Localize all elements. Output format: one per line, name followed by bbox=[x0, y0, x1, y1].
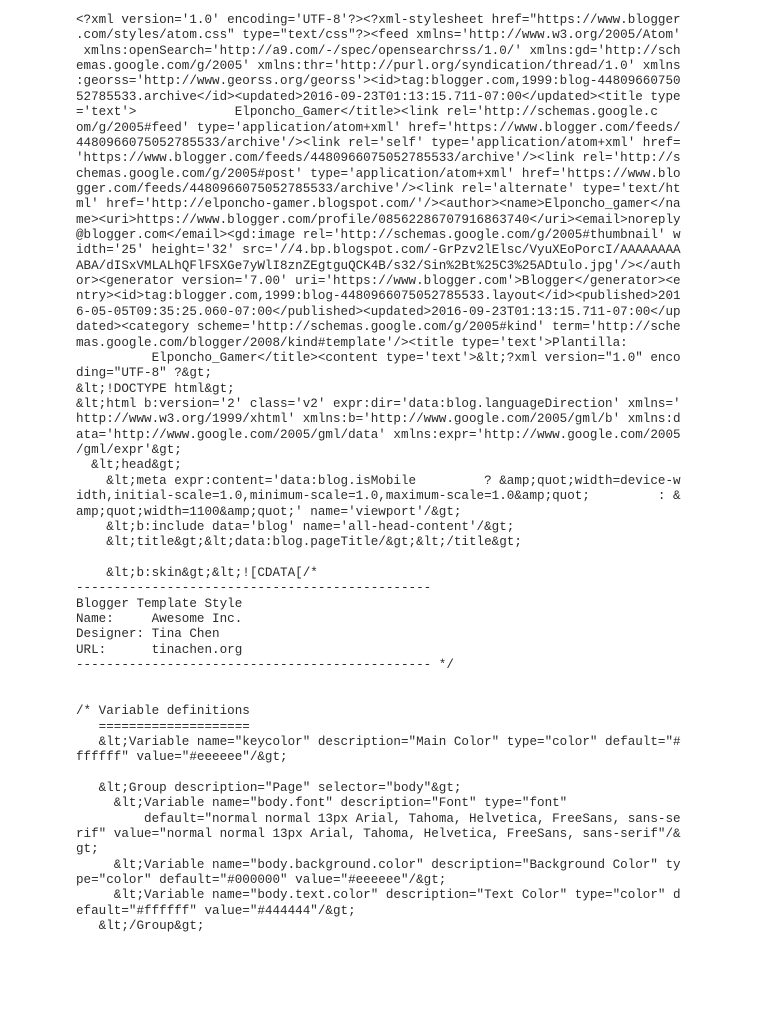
source-line: &lt;head&gt; bbox=[76, 458, 182, 473]
source-line: @blogger.com</email><gd:image rel='http://schemas.google.com/g/2005#thumbnail' w bbox=[76, 228, 681, 243]
source-line: &lt;Group description="Page" selector="body"&gt; bbox=[76, 780, 462, 795]
source-line: Name: Awesome Inc. bbox=[76, 612, 243, 627]
source-line: me><uri>https://www.blogger.com/profile/08562286707916863740</uri><email>noreply bbox=[76, 212, 681, 227]
source-line: 4480966075052785533/archive'/><link rel='self' type='application/atom+xml' href= bbox=[76, 135, 681, 150]
source-line: idth,initial-scale=1.0,minimum-scale=1.0,maximum-scale=1.0&amp;quot; : & bbox=[76, 489, 681, 504]
source-line: or><generator version='7.00' uri='https://www.blogger.com'>Blogger</generator><e bbox=[76, 274, 681, 289]
source-line: &lt;html b:version='2' class='v2' expr:dir='data:blog.languageDirection' xmlns=' bbox=[76, 396, 681, 411]
source-line: rif" value="normal normal 13px Arial, Tahoma, Helvetica, FreeSans, sans-serif"/& bbox=[76, 827, 681, 842]
source-line: &lt;/Group&gt; bbox=[76, 919, 205, 934]
source-line: ----------------------------------------------- */ bbox=[76, 658, 454, 673]
source-line: &lt;title&gt;&lt;data:blog.pageTitle/&gt;&lt;/title&gt; bbox=[76, 535, 522, 550]
source-line: ml' href='http://elponcho-gamer.blogspot.com/'/><author><name>Elponcho_gamer</na bbox=[76, 197, 681, 212]
source-line: ata='http://www.google.com/2005/gml/data' xmlns:expr='http://www.google.com/2005 bbox=[76, 427, 681, 442]
source-line bbox=[76, 551, 681, 566]
source-line: idth='25' height='32' src='//4.bp.blogspot.com/-GrPzv2lElsc/VyuXEoPorcI/AAAAAAAA bbox=[76, 243, 681, 258]
source-line: mas.google.com/blogger/2008/kind#template'/><title type='text'>Plantilla: bbox=[76, 335, 628, 350]
source-line: amp;quot;width=1100&amp;quot;' name='viewport'/&gt; bbox=[76, 504, 462, 519]
source-line: gt; bbox=[76, 842, 99, 857]
source-line: &lt;Variable name="body.text.color" description="Text Color" type="color" d bbox=[76, 888, 681, 903]
source-line bbox=[76, 673, 681, 688]
source-line: &lt;meta expr:content='data:blog.isMobile ? &amp;quot;width=device-w bbox=[76, 473, 681, 488]
source-line: ='text'> Elponcho_Gamer</title><link rel='http://schemas.google.c bbox=[76, 105, 658, 120]
source-line: gger.com/feeds/4480966075052785533/archive'/><link rel='alternate' type='text/ht bbox=[76, 181, 681, 196]
source-line bbox=[76, 766, 681, 781]
source-line: efault="#ffffff" value="#444444"/&gt; bbox=[76, 903, 356, 918]
source-line: .com/styles/atom.css" type="text/css"?><feed xmlns='http://www.w3.org/2005/Atom' bbox=[76, 28, 681, 43]
xml-source-text bbox=[76, 13, 681, 935]
source-line bbox=[76, 689, 681, 704]
source-line: &lt;Variable name="keycolor" description="Main Color" type="color" default="# bbox=[76, 734, 681, 749]
source-line: xmlns:openSearch='http://a9.com/-/spec/opensearchrss/1.0/' xmlns:gd='http://sch bbox=[76, 43, 681, 58]
source-line: ffffff" value="#eeeeee"/&gt; bbox=[76, 750, 288, 765]
source-line: Elponcho_Gamer</title><content type='text'>&lt;?xml version="1.0" enco bbox=[76, 350, 681, 365]
source-line: ntry><id>tag:blogger.com,1999:blog-4480966075052785533.layout</id><published>201 bbox=[76, 289, 681, 304]
source-line: <?xml version='1.0' encoding='UTF-8'?><?xml-stylesheet href="https://www.blogger bbox=[76, 13, 681, 27]
source-line: ==================== bbox=[76, 719, 250, 734]
source-line: &lt;!DOCTYPE html&gt; bbox=[76, 381, 235, 396]
source-line: &lt;Variable name="body.font" description="Font" type="font" bbox=[76, 796, 568, 811]
source-line: :georss='http://www.georss.org/georss'><id>tag:blogger.com,1999:blog-44809660750 bbox=[76, 74, 681, 89]
source-line: ding="UTF-8" ?&gt; bbox=[76, 366, 213, 381]
source-line: Blogger Template Style bbox=[76, 596, 243, 611]
source-line: 6-05-05T09:35:25.060-07:00</published><updated>2016-09-23T01:13:15.711-07:00</up bbox=[76, 304, 681, 319]
source-line: /* Variable definitions bbox=[76, 704, 250, 719]
source-line: ABA/dISxVMLALhQFlFSXGe7yWlI8znZEgtguQCK4B/s32/Sin%2Bt%25C3%25ADtulo.jpg'/></auth bbox=[76, 258, 681, 273]
source-line: &lt;Variable name="body.background.color" description="Background Color" ty bbox=[76, 857, 681, 872]
source-line: URL: tinachen.org bbox=[76, 642, 243, 657]
source-line: /gml/expr'&gt; bbox=[76, 443, 182, 458]
source-line: emas.google.com/g/2005' xmlns:thr='http://purl.org/syndication/thread/1.0' xmlns bbox=[76, 59, 681, 74]
source-line: pe="color" default="#000000" value="#eeeeee"/&gt; bbox=[76, 873, 447, 888]
source-line: http://www.w3.org/1999/xhtml' xmlns:b='http://www.google.com/2005/gml/b' xmlns:d bbox=[76, 412, 681, 427]
source-line: 'https://www.blogger.com/feeds/4480966075052785533/archive'/><link rel='http://s bbox=[76, 151, 681, 166]
source-line: ----------------------------------------------- bbox=[76, 581, 432, 596]
source-line: &lt;b:include data='blog' name='all-head-content'/&gt; bbox=[76, 519, 515, 534]
source-line: om/g/2005#feed' type='application/atom+xml' href='https://www.blogger.com/feeds/ bbox=[76, 120, 681, 135]
source-line: &lt;b:skin&gt;&lt;![CDATA[/* bbox=[76, 565, 318, 580]
source-line: Designer: Tina Chen bbox=[76, 627, 220, 642]
source-line: chemas.google.com/g/2005#post' type='application/atom+xml' href='https://www.blo bbox=[76, 166, 681, 181]
source-line: 52785533.archive</id><updated>2016-09-23T01:13:15.711-07:00</updated><title type bbox=[76, 89, 681, 104]
source-line: dated><category scheme='http://schemas.google.com/g/2005#kind' term='http://sche bbox=[76, 320, 681, 335]
source-line: default="normal normal 13px Arial, Tahoma, Helvetica, FreeSans, sans-se bbox=[76, 811, 681, 826]
